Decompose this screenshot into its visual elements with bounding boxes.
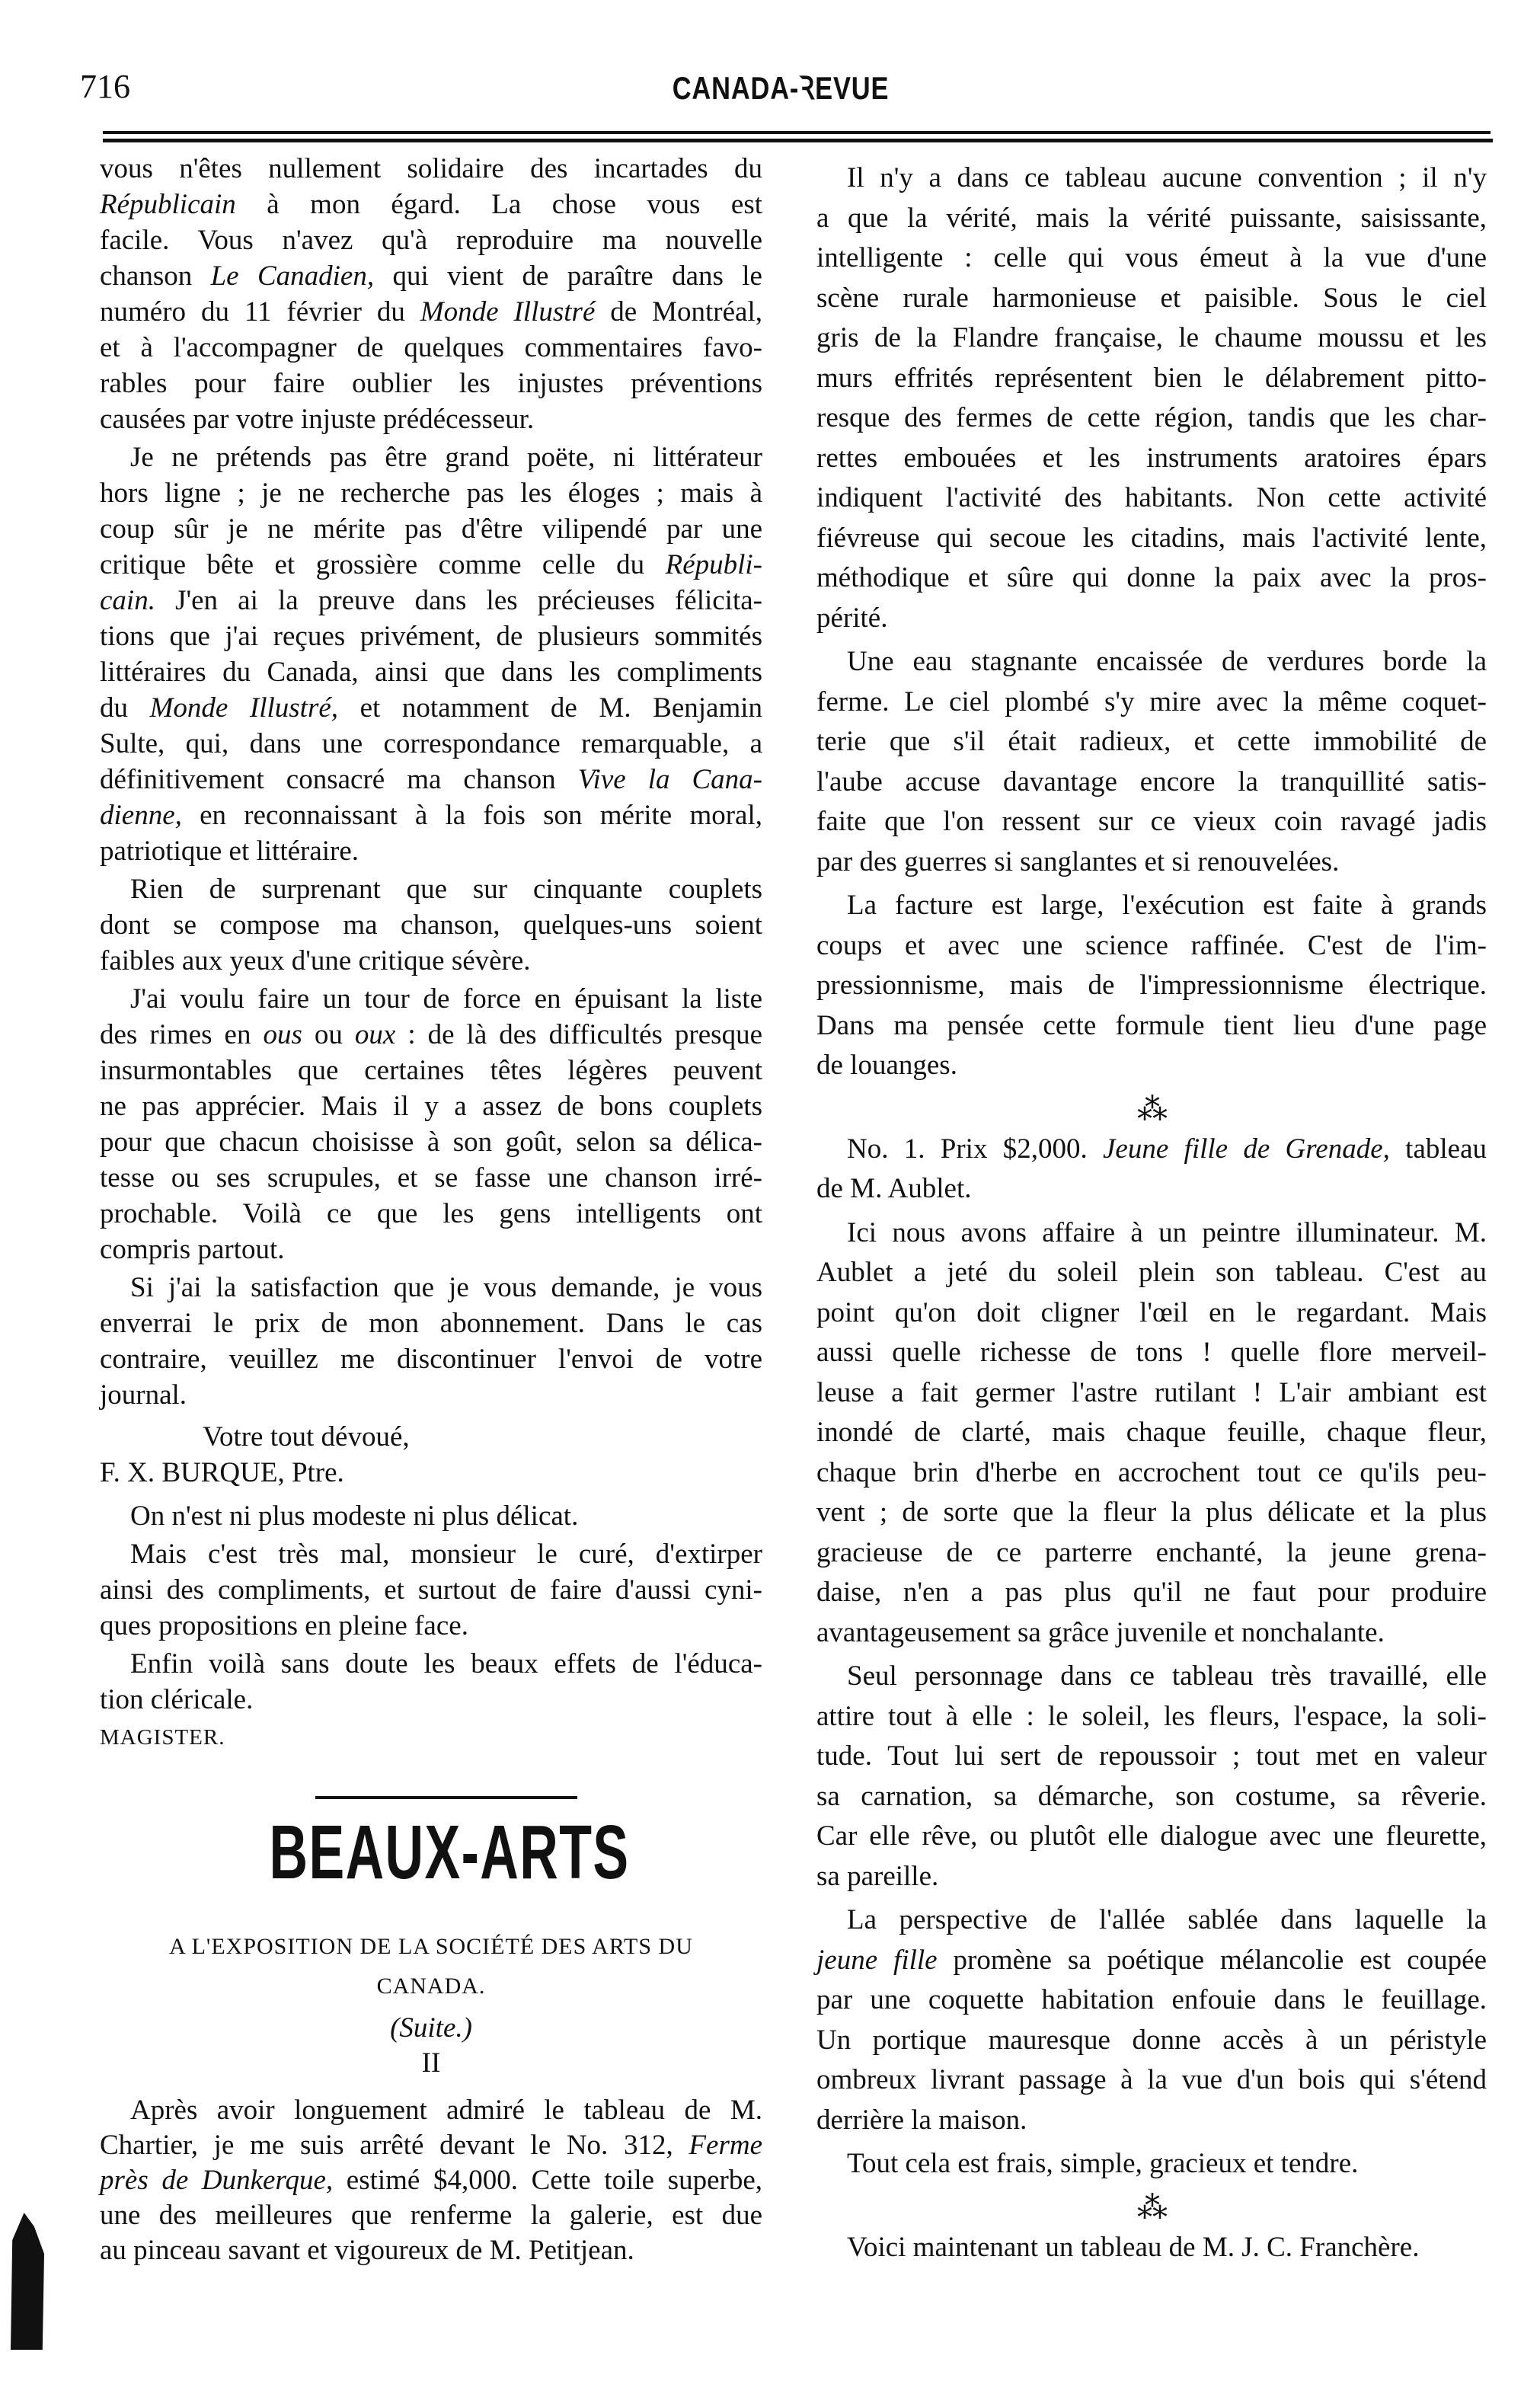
text-line: La facture est large, l'exécution est faite à grands	[847, 890, 1487, 921]
text-line: coup sûr je ne mérite pas d'être vilipendé par une	[100, 513, 762, 545]
text-line	[100, 2128, 762, 2163]
text-line: Ici nous avons affaire à un peintre illuminateur. M.	[847, 1216, 1487, 1248]
text-segment: tableau	[1389, 1133, 1487, 1165]
text-segment: définitivement consacré ma chanson	[100, 764, 578, 795]
text-line: Tout cela est frais, simple, gracieux et tendre.	[847, 2148, 1359, 2179]
paragraph	[816, 1130, 1487, 1210]
text-line	[100, 583, 762, 618]
text-line: périté.	[816, 602, 888, 634]
text-line: facile. Vous n'avez qu'à reproduire ma nouvelle	[100, 225, 762, 256]
text-line	[100, 258, 762, 294]
text-line	[816, 1941, 1487, 1981]
text-segment: chanson	[100, 260, 211, 292]
text-line: prochable. Voilà ce que les gens intelligents ont	[100, 1198, 762, 1229]
text-line: causées par votre injuste prédécesseur.	[100, 404, 535, 435]
scan-artifact	[11, 2213, 44, 2350]
letter-body	[100, 151, 762, 1413]
article-body	[100, 2093, 762, 2271]
text-line: Mais c'est très mal, monsieur le curé, d'extirper	[130, 1539, 762, 1570]
italic-text: Monde Illustré,	[149, 692, 339, 724]
text-line	[816, 1130, 1487, 1170]
text-line	[100, 187, 762, 222]
section-title: BEAUX-ARTS	[269, 1810, 630, 1895]
italic-text: près de Dunkerque,	[100, 2165, 334, 2196]
text-segment: promène sa poétique mélancolie est coupée	[937, 1944, 1487, 1976]
text-line: ainsi des compliments, et surtout de faire d'aussi cyni-	[100, 1574, 762, 1606]
text-segment: et notamment de M. Benjamin	[338, 692, 762, 724]
text-line: Il n'y a dans ce tableau aucune convention ; il n'y	[847, 162, 1487, 193]
part-number: II	[421, 2047, 441, 2079]
text-line	[100, 1017, 762, 1053]
text-line: vous n'êtes nullement solidaire des incartades du	[100, 153, 762, 184]
text-line: une des meilleures que renferme la galerie, est due	[100, 2200, 762, 2231]
italic-text: Vive la Cana-	[577, 764, 762, 795]
text-line: et à l'accompagner de quelques commentaires favo-	[100, 332, 762, 363]
running-title: CANADA-ꝚEVUE	[672, 70, 890, 106]
text-line: de M. Aublet.	[816, 1173, 972, 1204]
text-line: ferme. Le ciel plombé s'y mire avec la même coquet-	[816, 686, 1487, 718]
text-line: a que la vérité, mais la vérité puissante, saisissante,	[816, 202, 1487, 234]
text-line: Je ne prétends pas être grand poëte, ni littérateur	[130, 442, 762, 473]
text-line: J'ai voulu faire un tour de force en épuisant la liste	[130, 983, 762, 1015]
text-line: faite que l'on ressent sur ce vieux coin ravagé jadis	[816, 806, 1487, 837]
text-line: Après avoir longuement admiré le tableau de M.	[130, 2095, 762, 2126]
text-line: contraire, veuillez me discontinuer l'envoi de votre	[100, 1344, 762, 1375]
text-line: chaque brin d'herbe en accrochent tout ce qu'ils peu-	[816, 1456, 1487, 1488]
text-line	[100, 294, 762, 330]
paragraph	[100, 439, 762, 869]
text-line: tion cléricale.	[100, 1684, 254, 1715]
author-signature: MAGISTER.	[100, 1725, 225, 1750]
text-line: Si j'ai la satisfaction que je vous demande, je vous	[130, 1272, 762, 1303]
italic-text: jeune fille	[816, 1944, 938, 1976]
text-line: tions que j'ai reçues privément, de plusieurs sommités	[100, 621, 762, 652]
text-segment: ou	[302, 1019, 355, 1050]
text-segment: de Montréal,	[595, 296, 763, 328]
italic-text: Monde Illustré	[420, 296, 596, 328]
suite-text: (Suite.)	[390, 2012, 472, 2044]
text-line: insurmontables que certaines têtes légères peuvent	[100, 1055, 762, 1086]
text-line	[100, 547, 762, 583]
text-segment: : de là des difficultés presque	[395, 1019, 762, 1050]
text-line: Aublet a jeté du soleil plein son tableau. C'est au	[816, 1257, 1487, 1288]
text-line: gracieuse de ce parterre enchanté, la jeune grena-	[816, 1536, 1487, 1568]
text-line: pressionnisme, mais de l'impressionnisme électrique.	[816, 970, 1487, 1001]
text-line: Une eau stagnante encaissée de verdures borde la	[847, 646, 1487, 677]
text-segment: qui vient de paraître dans le	[374, 260, 762, 292]
text-line: Dans ma pensée cette formule tient lieu d'une page	[816, 1009, 1487, 1041]
text-line: Un portique mauresque donne accès à un péristyle	[816, 2024, 1487, 2056]
text-line: de louanges.	[816, 1050, 957, 1081]
text-line: ombreux livrant passage à la vue d'un bois qui s'étend	[816, 2064, 1487, 2095]
text-segment: des rimes en	[100, 1019, 264, 1050]
page-number: 716	[80, 68, 130, 105]
text-line: par une coquette habitation enfouie dans le feuillage.	[816, 1984, 1487, 2015]
text-line: leuse a fait germer l'astre rutilant ! L'air ambiant est	[816, 1376, 1487, 1408]
text-line: faibles aux yeux d'une critique sévère.	[100, 945, 531, 976]
text-line: sa carnation, sa démarche, son costume, sa rêverie.	[816, 1780, 1487, 1812]
paragraph	[816, 1657, 1487, 1897]
text-line: On n'est ni plus modeste ni plus délicat.	[130, 1501, 579, 1532]
text-line: fiévreuse qui secoue les citadins, mais l'activité lente,	[816, 522, 1487, 554]
paragraph	[100, 1270, 762, 1413]
text-line: ne pas apprécier. Mais il y a assez de bons couplets	[100, 1091, 762, 1122]
text-line: ques propositions en pleine face.	[100, 1610, 468, 1641]
text-line: daise, n'en a pas plus qu'il ne faut pour produire	[816, 1577, 1487, 1608]
text-line: gris de la Flandre française, le chaume moussu et les	[816, 322, 1487, 353]
text-line: journal.	[100, 1379, 187, 1411]
text-line: rables pour faire oublier les injustes préventions	[100, 368, 762, 399]
italic-text: oux	[354, 1019, 396, 1050]
text-segment: No. 1. Prix $2,000.	[847, 1133, 1103, 1165]
text-segment: à mon égard. La chose vous est	[235, 189, 762, 220]
letter-signature: F. X. BURQUE, Ptre.	[100, 1457, 344, 1488]
text-line: tesse ou ses scrupules, et se fasse une chanson irré-	[100, 1162, 762, 1194]
asterism-icon: ⁂	[1137, 2190, 1166, 2225]
text-line: intelligente : celle qui vous émeut à la vue d'une	[816, 242, 1487, 273]
text-line: par des guerres si sanglantes et si renouvelées.	[816, 845, 1340, 877]
text-line: resque des fermes de cette région, tandis que les char-	[816, 402, 1487, 433]
text-line	[100, 2163, 762, 2198]
text-segment: J'en ai la preuve dans les précieuses félicita-	[155, 585, 762, 616]
commentary	[100, 1498, 762, 1718]
text-line: l'aube accuse davantage encore la tranquillité satis-	[816, 765, 1487, 797]
subtitle-line-2: CANADA.	[376, 1974, 486, 1999]
paragraph	[816, 2228, 1487, 2268]
text-line: au pinceau savant et vigoureux de M. Petitjean.	[100, 2235, 634, 2266]
text-line: La perspective de l'allée sablée dans laquelle la	[847, 1904, 1487, 1935]
left-column	[100, 151, 762, 1756]
text-line: Seul personnage dans ce tableau très travaillé, elle	[847, 1660, 1487, 1692]
right-column	[816, 158, 1487, 2271]
text-segment: estimé $4,000. Cette toile superbe,	[333, 2165, 763, 2196]
text-line: compris partout.	[100, 1234, 285, 1265]
text-segment: du	[100, 692, 150, 724]
text-line: pour que chacun choisisse à son goût, selon sa délica-	[100, 1127, 762, 1158]
text-line	[100, 690, 762, 726]
paragraph	[816, 642, 1487, 882]
subtitle-line-1: A L'EXPOSITION DE LA SOCIÉTÉ DES ARTS DU	[169, 1934, 693, 1959]
text-line: inondé de clarté, mais chaque feuille, chaque fleur,	[816, 1417, 1487, 1448]
text-line: point qu'on doit cligner l'œil en le regardant. Mais	[816, 1296, 1487, 1328]
text-line: terie que s'il était radieux, et cette immobilité de	[816, 726, 1487, 757]
text-line: méthodique et sûre qui donne la paix avec la pros-	[816, 562, 1487, 593]
text-segment: numéro du 11 février du	[100, 296, 420, 328]
paragraph	[100, 871, 762, 979]
paragraph	[816, 1213, 1487, 1654]
text-line	[100, 762, 762, 797]
text-line: rettes embouées et les instruments aratoires épars	[816, 442, 1487, 474]
text-segment: Chartier, je me suis arrêté devant le No. 312,	[100, 2130, 689, 2161]
text-line: coups et avec une science raffinée. C'est de l'im-	[816, 929, 1487, 961]
italic-text: Le Canadien,	[210, 260, 375, 292]
text-segment: critique bête et grossière comme celle du	[100, 549, 666, 580]
text-line: vent ; de sorte que la fleur la plus délicate et la plus	[816, 1497, 1487, 1528]
section-subtitle	[100, 1927, 762, 2006]
closing-salutation: Votre tout dévoué,	[203, 1421, 410, 1453]
text-line: patriotique et littéraire.	[100, 836, 359, 867]
italic-text: Jeune fille de Grenade,	[1103, 1133, 1390, 1165]
text-line: Rien de surprenant que sur cinquante couplets	[130, 874, 762, 905]
italic-text: Ferme	[689, 2130, 762, 2161]
text-line	[100, 797, 762, 833]
text-line: Enfin voilà sans doute les beaux effets de l'éduca-	[130, 1648, 762, 1679]
text-segment: en reconnaissant à la fois son mérite moral,	[181, 800, 762, 831]
text-line: attire tout à elle : le soleil, les fleurs, l'espace, la soli-	[816, 1700, 1487, 1732]
text-line: aussi quelle richesse de tons ! quelle flore merveil-	[816, 1337, 1487, 1368]
paragraph	[816, 1900, 1487, 2140]
text-line: dont se compose ma chanson, quelques-uns soient	[100, 909, 762, 941]
text-line: littéraires du Canada, ainsi que dans les compliments	[100, 657, 762, 688]
paragraph	[100, 1646, 762, 1718]
text-line: scène rurale harmonieuse et paisible. Sous le ciel	[816, 282, 1487, 314]
paragraph	[816, 158, 1487, 638]
paragraph	[100, 151, 762, 437]
italic-text: cain.	[100, 585, 155, 616]
italic-text: ous	[263, 1019, 302, 1050]
text-line: indiquent l'activité des habitants. Non cette activité	[816, 482, 1487, 513]
text-line: tude. Tout lui sert de repoussoir ; tout met en valeur	[816, 1740, 1487, 1772]
section-continuation	[100, 2011, 762, 2081]
header-rule-top	[103, 131, 1490, 134]
text-line: murs effrités représentent bien le délabrement pitto-	[816, 362, 1487, 394]
paragraph	[100, 1498, 762, 1534]
section-divider	[315, 1796, 577, 1799]
text-line: enverrai le prix de mon abonnement. Dans le cas	[100, 1308, 762, 1339]
text-line: hors ligne ; je ne recherche pas les éloges ; mais à	[100, 478, 762, 509]
paragraph	[100, 1536, 762, 1644]
suite-label	[100, 2011, 762, 2046]
asterism-icon: ⁂	[1137, 1091, 1166, 1127]
text-line: Car elle rêve, ou plutôt elle dialogue avec une fleurette,	[816, 1820, 1487, 1852]
text-line: avantageusement sa grâce juvenile et nonchalante.	[816, 1616, 1385, 1648]
paragraph	[100, 981, 762, 1267]
text-line: derrière la maison.	[816, 2104, 1027, 2136]
italic-text: Républicain	[100, 189, 236, 220]
paragraph	[100, 2093, 762, 2268]
italic-text: Républi-	[665, 549, 762, 580]
paragraph	[816, 2144, 1487, 2184]
italic-text: dienne,	[100, 800, 182, 831]
text-line: Sulte, qui, dans une correspondance remarquable, a	[100, 728, 762, 759]
header-rule-bottom	[103, 139, 1493, 142]
text-line: Voici maintenant un tableau de M. J. C. Franchère.	[847, 2231, 1420, 2263]
text-line: sa pareille.	[816, 1860, 939, 1892]
paragraph	[816, 886, 1487, 1086]
